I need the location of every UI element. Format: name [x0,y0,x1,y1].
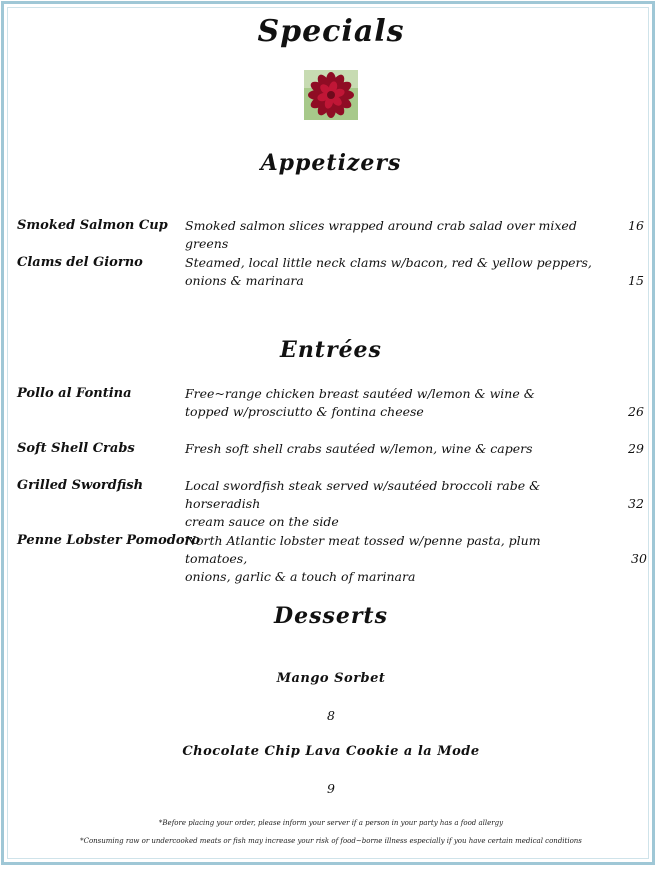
item-description [185,440,605,458]
item-name: Smoked Salmon Cup [17,218,168,233]
page-title: Specials [257,14,405,49]
item-description-line: North Atlantic lobster meat tossed w/penne pasta, plum tomatoes, [185,533,541,566]
dessert-name: Mango Sorbet [276,671,386,686]
item-description [185,477,615,531]
consumption-warning-note: *Consuming raw or undercooked meats or fish may increase your risk of food~borne illness especially if you have certain medical conditions [80,837,582,845]
item-name: Pollo al Fontina [17,386,132,401]
item-description-line: cream sauce on the side [185,514,339,529]
item-description-line: Smoked salmon slices wrapped around crab salad over mixed greens [185,218,577,251]
item-description-line: Local swordfish steak served w/sautéed broccoli rabe & horseradish [185,478,541,511]
dessert-price: 9 [327,781,335,796]
item-description-line: onions, garlic & a touch of marinara [185,569,416,584]
item-description [185,254,605,290]
menu-page-inner-border [7,7,649,859]
item-description-line: topped w/prosciutto & fontina cheese [185,404,424,419]
item-name: Clams del Giorno [17,255,143,270]
allergy-note: *Before placing your order, please inform your server if a person in your party has a food allergy [158,819,504,827]
item-description [185,217,605,253]
item-description [185,385,605,421]
item-description-line: onions & marinara [185,273,304,288]
item-name: Soft Shell Crabs [17,441,135,456]
item-description-line: Free~range chicken breast sautéed w/lemon & wine & [185,386,535,401]
dessert-name: Chocolate Chip Lava Cookie a la Mode [182,744,480,759]
dessert-price: 8 [327,708,335,723]
dahlia-flower-icon [304,70,358,120]
item-price: 16 [628,218,644,233]
desserts-heading: Desserts [274,603,388,629]
entrees-heading: Entrées [280,337,382,363]
item-price: 32 [628,496,644,511]
item-name: Penne Lobster Pomodoro [17,533,201,548]
item-price: 29 [628,441,644,456]
item-price: 26 [628,404,644,419]
menu-page-border [1,1,655,865]
item-name: Grilled Swordfish [17,478,144,493]
item-price: 15 [628,273,644,288]
appetizers-heading: Appetizers [260,150,402,176]
item-description [185,532,605,586]
item-price: 30 [631,551,647,566]
item-description-line: Fresh soft shell crabs sautéed w/lemon, wine & capers [185,441,533,456]
item-description-line: Steamed, local little neck clams w/bacon, red & yellow peppers, [185,255,592,270]
